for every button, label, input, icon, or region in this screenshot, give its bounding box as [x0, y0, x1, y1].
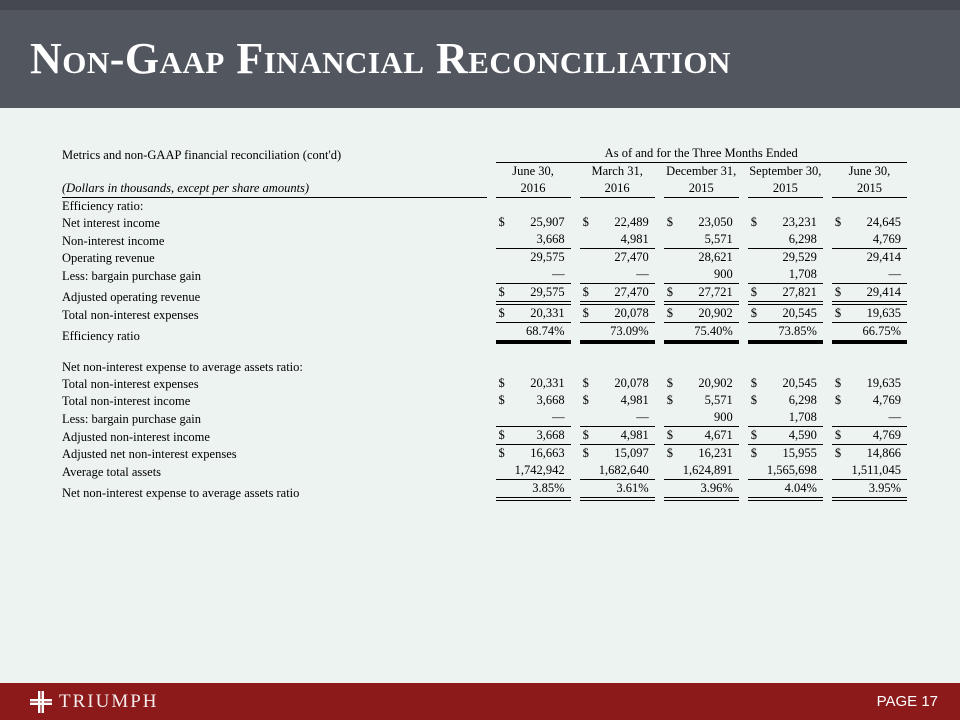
data-cell — [739, 323, 823, 344]
col-header-year: 2015 — [823, 180, 907, 198]
cell-value: 27,470 — [614, 285, 649, 299]
data-cell — [655, 231, 739, 249]
cell-value: 19,635 — [866, 376, 901, 390]
table-row — [62, 427, 907, 445]
currency-symbol: $ — [498, 215, 505, 229]
data-cell — [487, 214, 571, 231]
brand-name: TRIUMPH — [59, 690, 159, 712]
cell-value: 29,529 — [782, 250, 817, 264]
data-cell — [571, 323, 655, 344]
currency-symbol: $ — [582, 428, 589, 442]
data-cell — [487, 249, 571, 266]
cell-value: 3.61% — [616, 481, 649, 495]
currency-symbol: $ — [750, 376, 758, 390]
cell-value: 4,981 — [620, 428, 649, 442]
currency-symbol: $ — [834, 428, 842, 442]
spacer-row — [62, 344, 907, 359]
data-cell — [655, 462, 739, 480]
data-cell — [739, 231, 823, 249]
row-label: Less: bargain purchase gain — [62, 269, 201, 283]
data-cell — [571, 375, 655, 392]
data-cell — [823, 305, 907, 323]
cell-value: 20,078 — [614, 306, 649, 320]
data-cell — [655, 323, 739, 344]
section-label: Efficiency ratio: — [62, 199, 144, 213]
cell-value: 1,682,640 — [598, 463, 649, 477]
data-cell — [487, 323, 571, 344]
currency-symbol: $ — [498, 446, 505, 460]
cell-value: 22,489 — [614, 215, 649, 229]
cell-value: 27,821 — [782, 285, 817, 299]
currency-symbol: $ — [834, 376, 842, 390]
data-cell — [823, 249, 907, 266]
currency-symbol: $ — [834, 306, 842, 320]
cell-value: 3,668 — [536, 428, 565, 442]
data-cell — [823, 445, 907, 462]
data-cell — [655, 375, 739, 392]
currency-symbol: $ — [498, 428, 505, 442]
cell-value: 1,708 — [788, 410, 817, 424]
data-cell — [655, 445, 739, 462]
data-cell — [739, 375, 823, 392]
data-cell — [823, 409, 907, 427]
cell-value: 66.75% — [862, 324, 901, 338]
cell-value: 16,231 — [698, 446, 733, 460]
cell-value: 23,231 — [782, 215, 817, 229]
data-cell — [487, 284, 571, 305]
data-cell — [571, 249, 655, 266]
table-row — [62, 445, 907, 462]
cell-value: 4,769 — [872, 393, 901, 407]
financial-table — [62, 145, 907, 501]
data-cell — [823, 323, 907, 344]
section-header-row — [62, 198, 907, 214]
currency-symbol: $ — [582, 376, 589, 390]
data-cell — [823, 462, 907, 480]
table-row — [62, 231, 907, 249]
cell-value: 1,511,045 — [851, 463, 901, 477]
data-cell — [571, 462, 655, 480]
table-row — [62, 284, 907, 305]
col-header-month: June 30, — [512, 164, 554, 178]
data-cell — [655, 266, 739, 284]
data-cell — [655, 480, 739, 501]
cell-value: — — [888, 410, 901, 424]
data-cell — [823, 284, 907, 305]
reconciliation-table — [62, 145, 907, 501]
row-label: Adjusted net non-interest expenses — [62, 447, 237, 461]
units-note: (Dollars in thousands, except per share amounts) — [62, 180, 487, 198]
table-row — [62, 266, 907, 284]
cell-value: 15,955 — [782, 446, 817, 460]
cell-value: — — [888, 267, 901, 281]
data-cell — [571, 392, 655, 409]
section-label: Net non-interest expense to average assets ratio: — [62, 360, 303, 374]
data-cell — [739, 480, 823, 501]
cell-value: 3,668 — [536, 232, 565, 246]
table-caption-row — [62, 145, 907, 163]
data-cell — [487, 305, 571, 323]
cell-value: 20,331 — [530, 306, 565, 320]
cell-value: 1,742,942 — [514, 463, 565, 477]
col-header-year: 2016 — [487, 180, 571, 198]
cell-value: 4,769 — [872, 428, 901, 442]
data-cell — [655, 409, 739, 427]
cell-value: 4,671 — [704, 428, 733, 442]
currency-symbol: $ — [750, 446, 758, 460]
data-cell — [487, 266, 571, 284]
currency-symbol: $ — [750, 393, 758, 407]
currency-symbol: $ — [750, 306, 758, 320]
table-row — [62, 462, 907, 480]
column-months-row — [62, 163, 907, 180]
cell-value: — — [552, 267, 565, 281]
row-label: Net non-interest expense to average assets ratio — [62, 486, 300, 500]
row-label: Total non-interest expenses — [62, 308, 199, 322]
table-row — [62, 305, 907, 323]
cell-value: 27,470 — [614, 250, 649, 264]
data-cell — [571, 445, 655, 462]
col-header-month: December 31, — [666, 164, 737, 178]
cell-value: 6,298 — [788, 393, 817, 407]
page-title: Non-Gaap Financial Reconciliation — [30, 34, 731, 83]
currency-symbol: $ — [834, 215, 842, 229]
row-label: Efficiency ratio — [62, 329, 140, 343]
data-cell — [571, 305, 655, 323]
data-cell — [739, 249, 823, 266]
data-cell — [739, 284, 823, 305]
data-cell — [487, 231, 571, 249]
data-cell — [571, 427, 655, 445]
row-label: Less: bargain purchase gain — [62, 412, 201, 426]
header-band — [0, 10, 960, 108]
cell-value: 3.96% — [700, 481, 733, 495]
data-cell — [739, 445, 823, 462]
column-years-row — [62, 180, 907, 198]
data-cell — [655, 249, 739, 266]
currency-symbol: $ — [666, 215, 673, 229]
currency-symbol: $ — [666, 428, 673, 442]
cell-value: 900 — [714, 410, 733, 424]
currency-symbol: $ — [582, 306, 589, 320]
cell-value: 20,902 — [698, 306, 733, 320]
currency-symbol: $ — [834, 446, 842, 460]
cell-value: 14,866 — [866, 446, 901, 460]
data-cell — [823, 480, 907, 501]
row-label: Total non-interest income — [62, 394, 191, 408]
cell-value: — — [636, 267, 649, 281]
cell-value: 73.85% — [778, 324, 817, 338]
cell-value: — — [636, 410, 649, 424]
col-header-year: 2015 — [655, 180, 739, 198]
data-cell — [655, 284, 739, 305]
table-row — [62, 409, 907, 427]
currency-symbol: $ — [834, 285, 842, 299]
data-cell — [571, 480, 655, 501]
brand-logo — [30, 691, 159, 713]
cell-value: 1,565,698 — [766, 463, 817, 477]
data-cell — [571, 409, 655, 427]
header-top-strip — [0, 0, 960, 10]
row-label: Non-interest income — [62, 234, 165, 248]
section-header-row — [62, 359, 907, 375]
col-header-month: June 30, — [848, 164, 891, 178]
cell-value: 29,575 — [530, 285, 565, 299]
row-label: Operating revenue — [62, 251, 155, 265]
data-cell — [655, 427, 739, 445]
units-note-cell — [62, 180, 487, 198]
currency-symbol: $ — [498, 376, 505, 390]
footer-band — [0, 683, 960, 720]
triumph-cross-icon — [30, 691, 52, 713]
data-cell — [571, 231, 655, 249]
row-label: Net interest income — [62, 216, 160, 230]
cell-value: 75.40% — [694, 324, 733, 338]
data-cell — [571, 266, 655, 284]
row-label: Total non-interest expenses — [62, 377, 199, 391]
data-cell — [739, 427, 823, 445]
cell-value: 4.04% — [784, 481, 817, 495]
data-cell — [487, 375, 571, 392]
data-cell — [571, 284, 655, 305]
currency-symbol: $ — [498, 285, 505, 299]
cell-value: 1,708 — [788, 267, 817, 281]
cell-value: 28,621 — [698, 250, 733, 264]
cell-value: 73.09% — [610, 324, 649, 338]
cell-value: 3.85% — [532, 481, 565, 495]
page-number: PAGE 17 — [876, 693, 938, 710]
currency-symbol: $ — [582, 446, 589, 460]
cell-value: 25,907 — [530, 215, 565, 229]
col-header-year: 2016 — [571, 180, 655, 198]
table-caption: Metrics and non-GAAP financial reconciliation (cont'd) — [62, 148, 342, 162]
data-cell — [823, 375, 907, 392]
currency-symbol: $ — [666, 285, 673, 299]
data-cell — [487, 427, 571, 445]
period-header-cell — [487, 145, 908, 163]
cell-value: 4,981 — [620, 393, 649, 407]
table-row — [62, 249, 907, 266]
currency-symbol: $ — [750, 285, 758, 299]
cell-value: 19,635 — [866, 306, 901, 320]
cell-value: 15,097 — [614, 446, 649, 460]
cell-value: 3.95% — [868, 481, 901, 495]
cell-value: 4,590 — [788, 428, 817, 442]
data-cell — [655, 214, 739, 231]
data-cell — [739, 392, 823, 409]
cell-value: 68.74% — [526, 324, 565, 338]
currency-symbol: $ — [498, 393, 505, 407]
cell-value: 6,298 — [788, 232, 817, 246]
currency-symbol: $ — [666, 446, 673, 460]
cell-value: 29,414 — [866, 285, 901, 299]
cell-value: 20,078 — [614, 376, 649, 390]
table-row — [62, 323, 907, 344]
cell-value: 20,545 — [782, 376, 817, 390]
data-cell — [739, 214, 823, 231]
data-cell — [823, 427, 907, 445]
cell-value: 29,414 — [866, 250, 901, 264]
data-cell — [739, 409, 823, 427]
cell-value: 5,571 — [704, 232, 733, 246]
currency-symbol: $ — [498, 306, 505, 320]
table-row — [62, 392, 907, 409]
data-cell — [655, 305, 739, 323]
data-cell — [823, 231, 907, 249]
data-cell — [739, 305, 823, 323]
cell-value: 29,575 — [530, 250, 565, 264]
data-cell — [487, 392, 571, 409]
cell-value: 4,981 — [620, 232, 649, 246]
cell-value: 20,902 — [698, 376, 733, 390]
currency-symbol: $ — [834, 393, 842, 407]
currency-symbol: $ — [750, 428, 758, 442]
data-cell — [739, 462, 823, 480]
cell-value: 20,331 — [530, 376, 565, 390]
cell-value: 20,545 — [782, 306, 817, 320]
table-row — [62, 480, 907, 501]
data-cell — [739, 266, 823, 284]
cell-value: — — [552, 410, 565, 424]
data-cell — [487, 462, 571, 480]
data-cell — [655, 392, 739, 409]
data-cell — [571, 214, 655, 231]
data-cell — [487, 480, 571, 501]
col-header-month: September 30, — [749, 164, 822, 178]
period-header: As of and for the Three Months Ended — [496, 145, 908, 163]
currency-symbol: $ — [582, 215, 589, 229]
cell-value: 3,668 — [536, 393, 565, 407]
cell-value: 16,663 — [530, 446, 565, 460]
currency-symbol: $ — [666, 393, 673, 407]
currency-symbol: $ — [666, 376, 673, 390]
col-header-month: March 31, — [591, 164, 643, 178]
cell-value: 23,050 — [698, 215, 733, 229]
col-header-year: 2015 — [739, 180, 823, 198]
data-cell — [487, 445, 571, 462]
row-label: Adjusted operating revenue — [62, 290, 201, 304]
data-cell — [823, 392, 907, 409]
table-row — [62, 375, 907, 392]
cell-value: 900 — [714, 267, 733, 281]
table-row — [62, 214, 907, 231]
cell-value: 1,624,891 — [682, 463, 733, 477]
currency-symbol: $ — [750, 215, 758, 229]
currency-symbol: $ — [666, 306, 673, 320]
currency-symbol: $ — [582, 393, 589, 407]
cell-value: 27,721 — [698, 285, 733, 299]
data-cell — [823, 266, 907, 284]
cell-value: 4,769 — [872, 232, 901, 246]
cell-value: 24,645 — [866, 215, 901, 229]
data-cell — [487, 409, 571, 427]
row-label: Average total assets — [62, 465, 162, 479]
cell-value: 5,571 — [704, 393, 733, 407]
data-cell — [823, 214, 907, 231]
row-label: Adjusted non-interest income — [62, 430, 210, 444]
currency-symbol: $ — [582, 285, 589, 299]
